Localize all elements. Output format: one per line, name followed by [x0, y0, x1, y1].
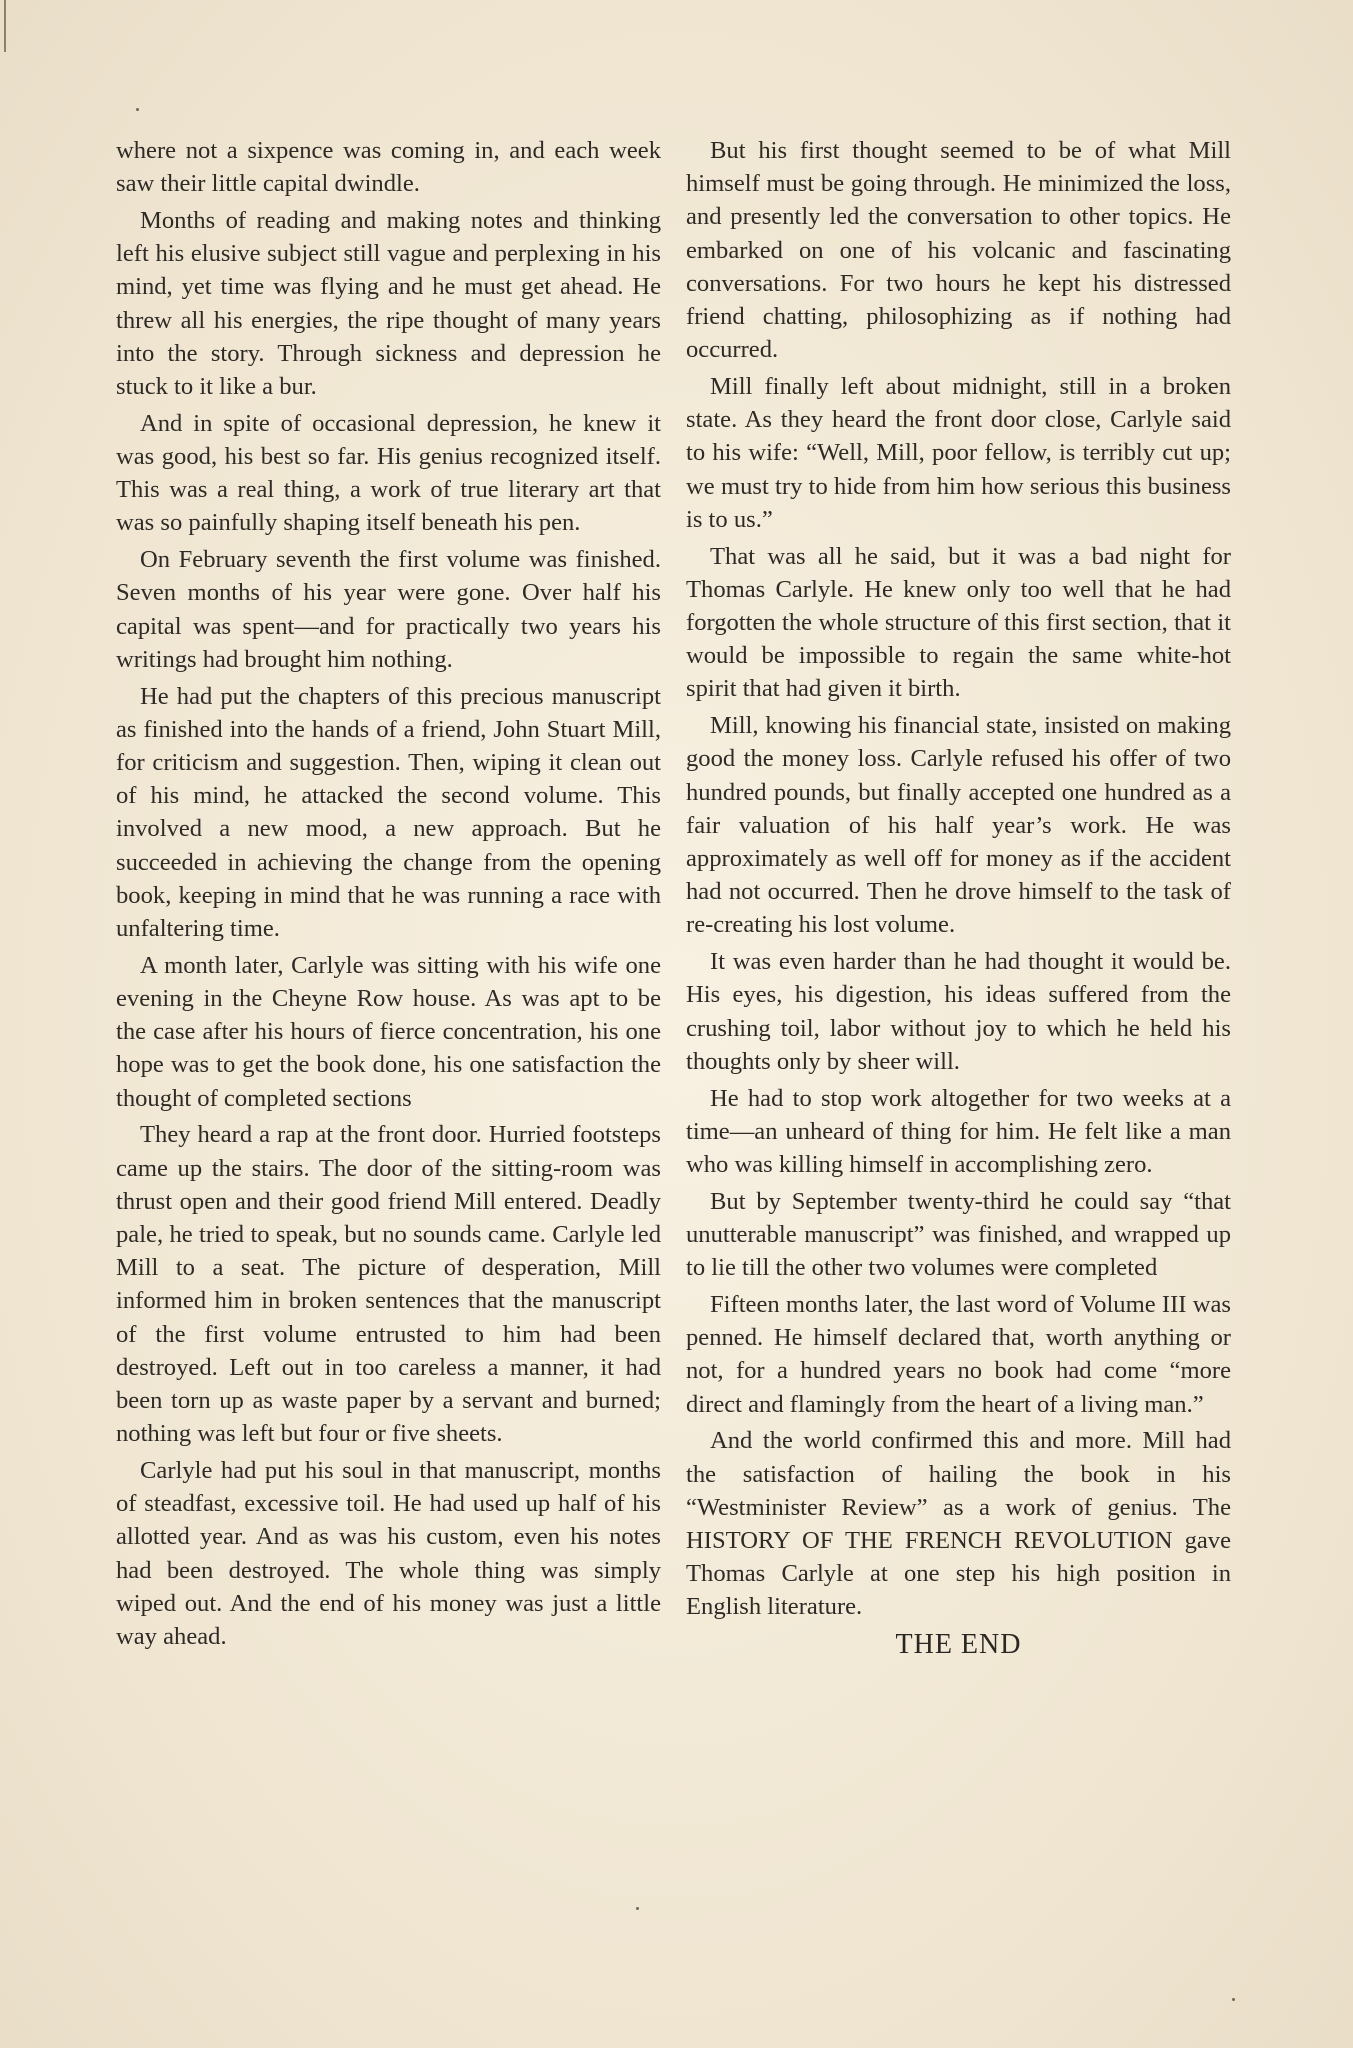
paragraph: That was all he said, but it was a bad night for Thomas Carlyle. He knew only too well that he had forgotten the whole structure of this first section, that it would be impossible to regain the same white-hot spirit that had given it birth. — [686, 542, 1231, 703]
page-edge-line — [4, 0, 6, 52]
paragraph: A month later, Carlyle was sitting with his wife one evening in the Cheyne Row house. As was apt to be the case after his hours of fierce concentration, his one hope was to get the book done, his one satisfaction the thought of completed sections — [116, 951, 661, 1112]
paragraph: He had to stop work altogether for two weeks at a time—an unheard of thing for him. He felt like a man who was killing himself in accomplishing zero. — [686, 1084, 1231, 1179]
paragraph: But by September twenty-third he could say “that unutterable manuscript” was finished, and wrapped up to lie till the other two volumes were completed — [686, 1187, 1231, 1282]
paragraph: On February seventh the first volume was finished. Seven months of his year were gone. Over half his capital was spent—and for practically two years his writings had brought him nothing. — [116, 546, 661, 673]
paragraph: where not a sixpence was coming in, and each week saw their little capital dwindle. — [116, 137, 661, 198]
paragraph: And the world confirmed this and more. Mill had the satisfaction of hailing the book in his “Westminister Review” as a work of genius. The HISTORY OF THE FRENCH REVOLUTION gave Thomas Carlyle at one step his high position in English literature. — [686, 1427, 1231, 1621]
left-column — [116, 134, 661, 1657]
print-speck — [1232, 1998, 1235, 2001]
paragraph: It was even harder than he had thought it would be. His eyes, his digestion, his ideas suffered from the crushing toil, labor without joy to which he held his thoughts only by sheer will. — [686, 948, 1231, 1075]
paragraph: Mill finally left about midnight, still in a broken state. As they heard the front door close, Carlyle said to his wife: “Well, Mill, poor fellow, is terribly cut up; we must try to hide from him how serious this business is to us.” — [686, 373, 1231, 533]
paragraph: Months of reading and making notes and thinking left his elusive subject still vague and perplexing in his mind, yet time was flying and he must get ahead. He threw all his energies, the ripe thought of many years into the story. Through sickness and depression he stuck to it like a bur. — [116, 207, 661, 401]
paragraph: Fifteen months later, the last word of Volume III was penned. He himself declared that, worth anything or not, for a hundred years no book had come “more direct and flamingly from the heart of a living man.” — [686, 1291, 1231, 1418]
paragraph: He had put the chapters of this precious manuscript as finished into the hands of a friend, John Stuart Mill, for criticism and suggestion. Then, wiping it clean out of his mind, he attacked the second volume. This involved a new mood, a new approach. But he succeeded in achieving the change from the opening book, keeping in mind that he was running a race with unfaltering time. — [116, 682, 661, 943]
paragraph: And in spite of occasional depression, he knew it was good, his best so far. His genius recognized itself. This was a real thing, a work of true literary art that was so painfully shaping itself beneath his pen. — [116, 409, 661, 537]
paragraph: But his first thought seemed to be of what Mill himself must be going through. He minimized the loss, and presently led the conversation to other topics. He embarked on one of his volcanic and fascinating conversations. For two hours he kept his distressed friend chatting, philosophizing as if nothing had occurred. — [686, 137, 1231, 364]
the-end-label: THE END — [895, 1628, 1022, 1660]
print-speck — [636, 1907, 639, 1910]
paragraph: Carlyle had put his soul in that manuscript, months of steadfast, excessive toil. He had used up half of his allotted year. And as was his custom, even his notes had been destroyed. The whole thing was simply wiped out. And the end of his money was just a little way ahead. — [116, 1457, 661, 1651]
print-speck — [136, 108, 139, 111]
paragraph: Mill, knowing his financial state, insisted on making good the money loss. Carlyle refused his offer of two hundred pounds, but finally accepted one hundred as a fair valuation of his half year’s work. He was approximately as well off for money as if the accident had not occurred. Then he drove himself to the task of re-creating his lost volume. — [686, 712, 1231, 939]
paragraph: They heard a rap at the front door. Hurried footsteps came up the stairs. The door of the sitting-room was thrust open and their good friend Mill entered. Deadly pale, he tried to speak, but no sounds came. Carlyle led Mill to a seat. The picture of desperation, Mill informed him in broken sentences that the manuscript of the first volume entrusted to him had been destroyed. Left out in too careless a manner, it had been torn up as waste paper by a servant and burned; nothing was left but four or five sheets. — [116, 1121, 661, 1448]
right-column — [686, 134, 1231, 1661]
